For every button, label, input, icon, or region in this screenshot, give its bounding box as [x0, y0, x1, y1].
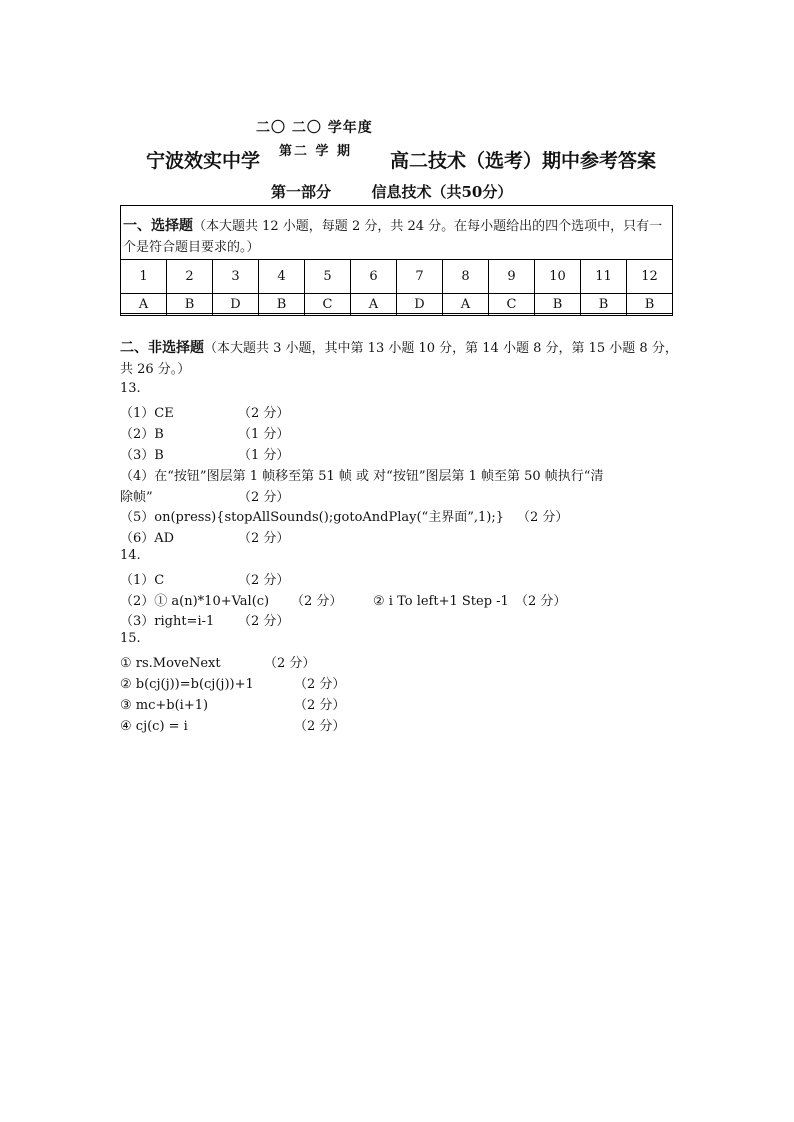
q14-score: （2 分）: [291, 594, 343, 609]
answer-table-numbers-row: [121, 260, 673, 294]
q14-item2: [120, 590, 566, 609]
answer-cell: C: [489, 294, 535, 316]
multiple-choice-box: [120, 205, 673, 314]
question-number-cell: 6: [351, 260, 397, 294]
q15-answer: ① rs.MoveNext: [120, 656, 221, 671]
q14-item3: [120, 610, 289, 629]
part-heading: [271, 181, 512, 202]
q13-answer: （6）AD: [120, 531, 175, 546]
q13-score: （1 分）: [238, 448, 290, 463]
q14-score: （2 分）: [515, 594, 567, 609]
q13-score: （2 分）: [517, 510, 569, 525]
q13-label: 13.: [120, 381, 141, 396]
question-number-cell: 12: [627, 260, 673, 294]
answer-cell: C: [305, 294, 351, 316]
q15-item: [120, 694, 345, 713]
q13-score: （2 分）: [238, 531, 290, 546]
q13-answer: 除帧”: [120, 490, 153, 505]
q13-item: [120, 402, 289, 421]
question-number-cell: 4: [259, 260, 305, 294]
q13-item: [120, 444, 289, 463]
question-number-cell: 7: [397, 260, 443, 294]
q13-item: [120, 423, 289, 442]
q13-item6: [120, 527, 289, 546]
answer-table: [120, 259, 673, 316]
answer-cell: D: [397, 294, 443, 316]
q15-item: [120, 673, 345, 692]
section2-instructions: （本大题共 3 小题，其中第 13 小题 10 分，第 14 小题 8 分，第 15 小题 8 分，共 26 分。）: [120, 341, 678, 377]
question-number-cell: 5: [305, 260, 351, 294]
q13-answer: （1）CE: [120, 406, 174, 421]
q15-item: [120, 652, 315, 671]
answer-cell: B: [167, 294, 213, 316]
section1-intro: [123, 216, 670, 258]
q14-answer: （1）C: [120, 573, 165, 588]
q13-answer: （3）B: [120, 448, 164, 463]
question-number-cell: 3: [213, 260, 259, 294]
question-number-cell: 2: [167, 260, 213, 294]
q13-item5: [120, 506, 568, 525]
section2-intro: [120, 338, 680, 380]
answer-cell: B: [535, 294, 581, 316]
q15-answer: ③ mc+b(i+1): [120, 698, 209, 713]
q14-label: 14.: [120, 548, 141, 563]
question-number-cell: 11: [581, 260, 627, 294]
q15-score: （2 分）: [294, 719, 346, 734]
section1-instructions: （本大题共 12 小题，每题 2 分，共 24 分。在每小题给出的四个选项中，只有一个是符合题目要求的。）: [123, 219, 663, 255]
section2-title: 二、非选择题: [120, 340, 204, 356]
q15-score: （2 分）: [264, 656, 316, 671]
answer-table-answers-row: [121, 294, 673, 316]
part-label: 第一部分: [271, 183, 332, 201]
q13-score: （1 分）: [238, 427, 290, 442]
answer-cell: D: [213, 294, 259, 316]
q13-answer: （2）B: [120, 427, 164, 442]
question-number-cell: 9: [489, 260, 535, 294]
q14-answer: （2）① a(n)*10+Val(c): [120, 594, 270, 609]
q14-answer: ② i To left+1 Step -1: [373, 594, 509, 609]
q13-item4-line1: （4）在“按钮”图层第 1 帧移至第 51 帧 或 对“按钮”图层第 1 帧至第 50 帧执行“清: [120, 469, 604, 484]
q14-answer: （3）right=i-1: [120, 614, 215, 629]
answer-cell: A: [351, 294, 397, 316]
q13-score: （2 分）: [238, 406, 290, 421]
question-number-cell: 1: [121, 260, 167, 294]
q15-item: [120, 715, 345, 734]
answer-cell: B: [627, 294, 673, 316]
q15-label: 15.: [120, 631, 141, 646]
q15-score: （2 分）: [294, 677, 346, 692]
term-label: 第二 学 期: [279, 144, 353, 159]
q14-score: （2 分）: [238, 573, 290, 588]
answer-cell: B: [259, 294, 305, 316]
q14-score: （2 分）: [238, 614, 290, 629]
q14-item1: [120, 569, 289, 588]
q13-answer: （5）on(press){stopAllSounds();gotoAndPlay(“主界面”,1);}: [120, 510, 504, 525]
school-name: 宁波效实中学: [146, 150, 261, 172]
exam-title: 高二技术（选考）期中参考答案: [390, 150, 657, 172]
q15-score: （2 分）: [294, 698, 346, 713]
school-year: 二〇 二〇 学年度: [256, 120, 373, 136]
part-subject: 信息技术（共50分）: [371, 183, 513, 201]
question-number-cell: 8: [443, 260, 489, 294]
q13-score: （2 分）: [238, 490, 290, 505]
section1-title: 一、选择题: [123, 218, 193, 234]
answer-cell: A: [443, 294, 489, 316]
q13-item4-line2: [120, 486, 289, 505]
q15-answer: ② b(cj(j))=b(cj(j))+1: [120, 677, 254, 692]
question-number-cell: 10: [535, 260, 581, 294]
answer-cell: B: [581, 294, 627, 316]
q15-answer: ④ cj(c) = i: [120, 719, 188, 734]
answer-cell: A: [121, 294, 167, 316]
